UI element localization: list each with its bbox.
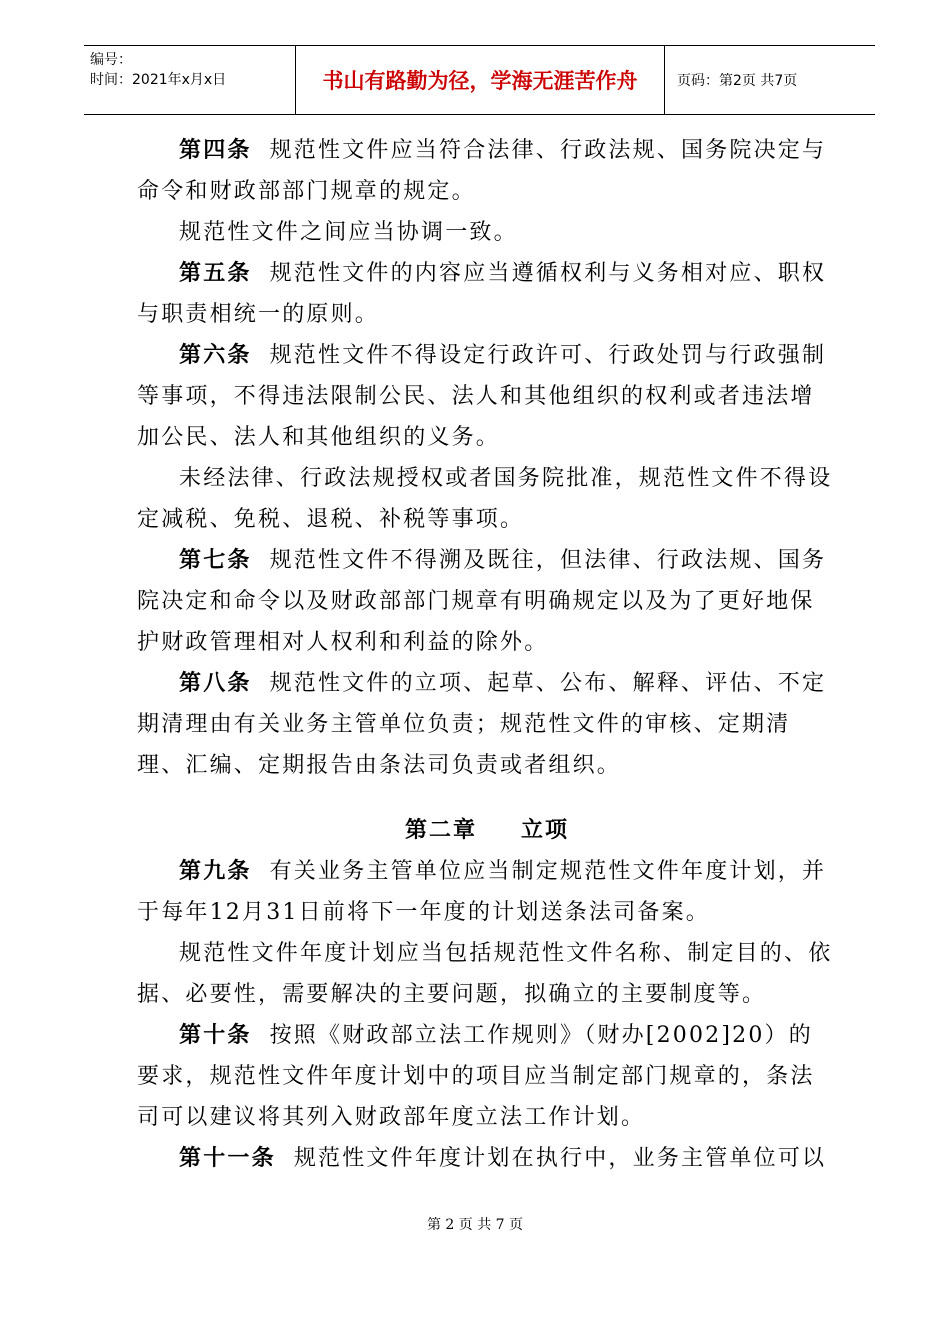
paragraph-text: 规范性文件年度计划在执行中，业务主管单位可以 bbox=[293, 1146, 827, 1171]
article-number: 第四条 bbox=[179, 138, 252, 163]
section-general bbox=[137, 130, 837, 786]
header-motto: 书山有路勤为径，学海无涯苦作舟 bbox=[295, 46, 665, 114]
paragraph bbox=[137, 1138, 837, 1179]
paragraph bbox=[137, 933, 837, 1015]
article-number: 第七条 bbox=[179, 548, 252, 573]
paragraph-text: 按照《财政部立法工作规则》（财办[2002]20）的要求，规范性文件年度计划中的项目应当制定部门规章的，条法司可以建议将其列入财政部年度立法工作计划。 bbox=[137, 1023, 815, 1130]
paragraph-text: 规范性文件不得设定行政许可、行政处罚与行政强制等事项，不得违法限制公民、法人和其他组织的权利或者违法增加公民、法人和其他组织的义务。 bbox=[137, 343, 827, 450]
article-number: 第十一条 bbox=[179, 1146, 276, 1171]
chapter-title: 立项 bbox=[521, 818, 570, 843]
paragraph-text: 规范性文件不得溯及既往，但法律、行政法规、国务院决定和命令以及财政部部门规章有明确规定以及为了更好地保护财政管理相对人权利和利益的除外。 bbox=[137, 548, 827, 655]
paragraph-text: 规范性文件年度计划应当包括规范性文件名称、制定目的、依据、必要性，需要解决的主要问题，拟确立的主要制度等。 bbox=[137, 941, 833, 1007]
paragraph-text: 规范性文件的立项、起草、公布、解释、评估、不定期清理由有关业务主管单位负责；规范性文件的审核、定期清理、汇编、定期报告由条法司负责或者组织。 bbox=[137, 671, 827, 778]
paragraph bbox=[137, 253, 837, 335]
header-meta bbox=[84, 46, 295, 114]
header-page-info: 页码：第2页 共7页 bbox=[677, 73, 798, 89]
chapter-number: 第二章 bbox=[404, 818, 477, 843]
paragraph-text: 有关业务主管单位应当制定规范性文件年度计划，并于每年12月31日前将下一年度的计划送条法司备案。 bbox=[137, 859, 827, 925]
article-number: 第五条 bbox=[179, 261, 252, 286]
paragraph bbox=[137, 540, 837, 663]
paragraph-text: 规范性文件应当符合法律、行政法规、国务院决定与命令和财政部部门规章的规定。 bbox=[137, 138, 827, 204]
paragraph bbox=[137, 130, 837, 212]
paragraph bbox=[137, 458, 837, 540]
document-body bbox=[137, 130, 837, 1179]
paragraph bbox=[137, 1015, 837, 1138]
paragraph bbox=[137, 212, 837, 253]
paragraph-text: 规范性文件之间应当协调一致。 bbox=[179, 220, 518, 245]
page-footer: 第 2 页 共 7 页 bbox=[426, 1217, 524, 1233]
article-number: 第八条 bbox=[179, 671, 252, 696]
section-chapter-two bbox=[137, 851, 837, 1179]
paragraph bbox=[137, 663, 837, 786]
paragraph bbox=[137, 851, 837, 933]
chapter-heading bbox=[137, 810, 837, 851]
paragraph-text: 未经法律、行政法规授权或者国务院批准，规范性文件不得设定减税、免税、退税、补税等事项。 bbox=[137, 466, 833, 532]
document-number: 编号： bbox=[90, 52, 132, 68]
article-number: 第九条 bbox=[179, 859, 252, 884]
page-header bbox=[84, 45, 875, 115]
paragraph bbox=[137, 335, 837, 458]
article-number: 第六条 bbox=[179, 343, 252, 368]
article-number: 第十条 bbox=[179, 1023, 252, 1048]
document-time: 时间：2021年x月x日 bbox=[90, 72, 227, 88]
paragraph-text: 规范性文件的内容应当遵循权利与义务相对应、职权与职责相统一的原则。 bbox=[137, 261, 827, 327]
